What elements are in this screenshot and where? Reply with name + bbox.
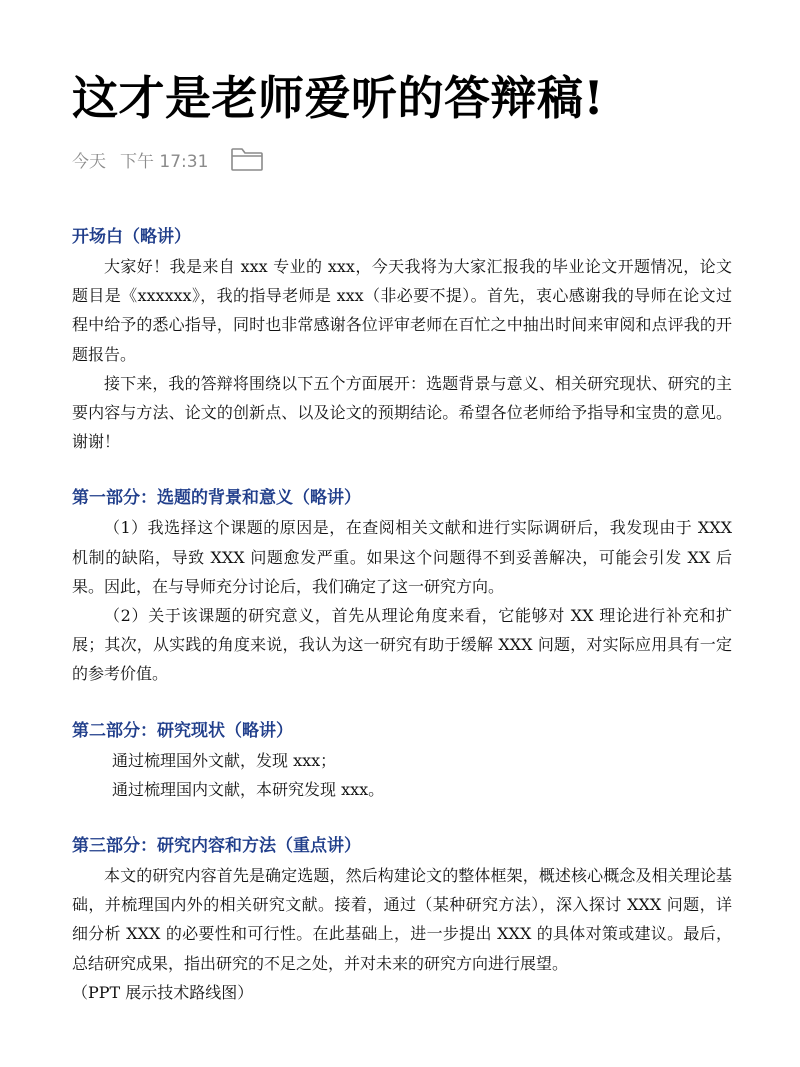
section-intro [72,222,732,456]
section-part3 [72,831,732,1007]
list-item: 通过梳理国外文献，发现 xxx； [112,750,337,770]
section-heading: 第三部分：研究内容和方法（重点讲） [72,836,361,857]
list-item: 通过梳理国内文献，本研究发现 xxx。 [112,779,385,799]
folder-icon[interactable] [230,146,264,172]
note-meta [72,144,264,174]
date-label: 今天 [72,151,106,172]
paragraph: 大家好！我是来自 xxx 专业的 xxx，今天我将为大家汇报我的毕业论文开题情况，论文题目是《xxxxxx》，我的指导老师是 xxx（非必要不提）。首先，衷心感谢我的导师在论文过程中给予的悉心指导，同时也非常感谢各位评审老师在百忙之中抽出时间来审阅和点评我的开题报告。 [72,257,732,364]
section-part2 [72,716,732,804]
paragraph: （2）关于该课题的研究意义，首先从理论角度来看，它能够对 XX 理论进行补充和扩展；其次，从实践的角度来说，我认为这一研究有助于缓解 XXX 问题，对实际应用具有一定的参考价值。 [72,606,732,684]
document-body [72,222,732,1007]
paragraph: 接下来，我的答辩将围绕以下五个方面展开：选题背景与意义、相关研究现状、研究的主要内容与方法、论文的创新点、以及论文的预期结论。希望各位老师给予指导和宝贵的意见。谢谢！ [72,373,732,452]
ppt-note: （PPT 展示技术路线图） [72,982,254,1002]
page-title: 这才是老师爱听的答辩稿! [72,71,605,125]
section-part1 [72,483,732,688]
paragraph: （1）我选择这个课题的原因是，在查阅相关文献和进行实际调研后，我发现由于 XXX 机制的缺陷，导致 XXX 问题愈发严重。如果这个问题得不到妥善解决，可能会引发 XX 后果。因此，在与导师充分讨论后，我们确定了这一研究方向。 [72,518,732,596]
section-heading: 开场白（略讲） [72,227,191,247]
section-heading: 第一部分：选题的背景和意义（略讲） [72,488,361,509]
time-label: 下午 17:31 [120,151,209,172]
section-heading: 第二部分：研究现状（略讲） [72,720,293,741]
paragraph: 本文的研究内容首先是确定选题，然后构建论文的整体框架，概述核心概念及相关理论基础，并梳理国内外的相关研究文献。接着，通过（某种研究方法），深入探讨 XXX 问题，详细分析 XXX 的必要性和可行性。在此基础上，进一步提出 XXX 的具体对策或建议。最后，总结研究成果，指出研究的不足之处，并对未来的研究方向进行展望。 [72,866,732,973]
